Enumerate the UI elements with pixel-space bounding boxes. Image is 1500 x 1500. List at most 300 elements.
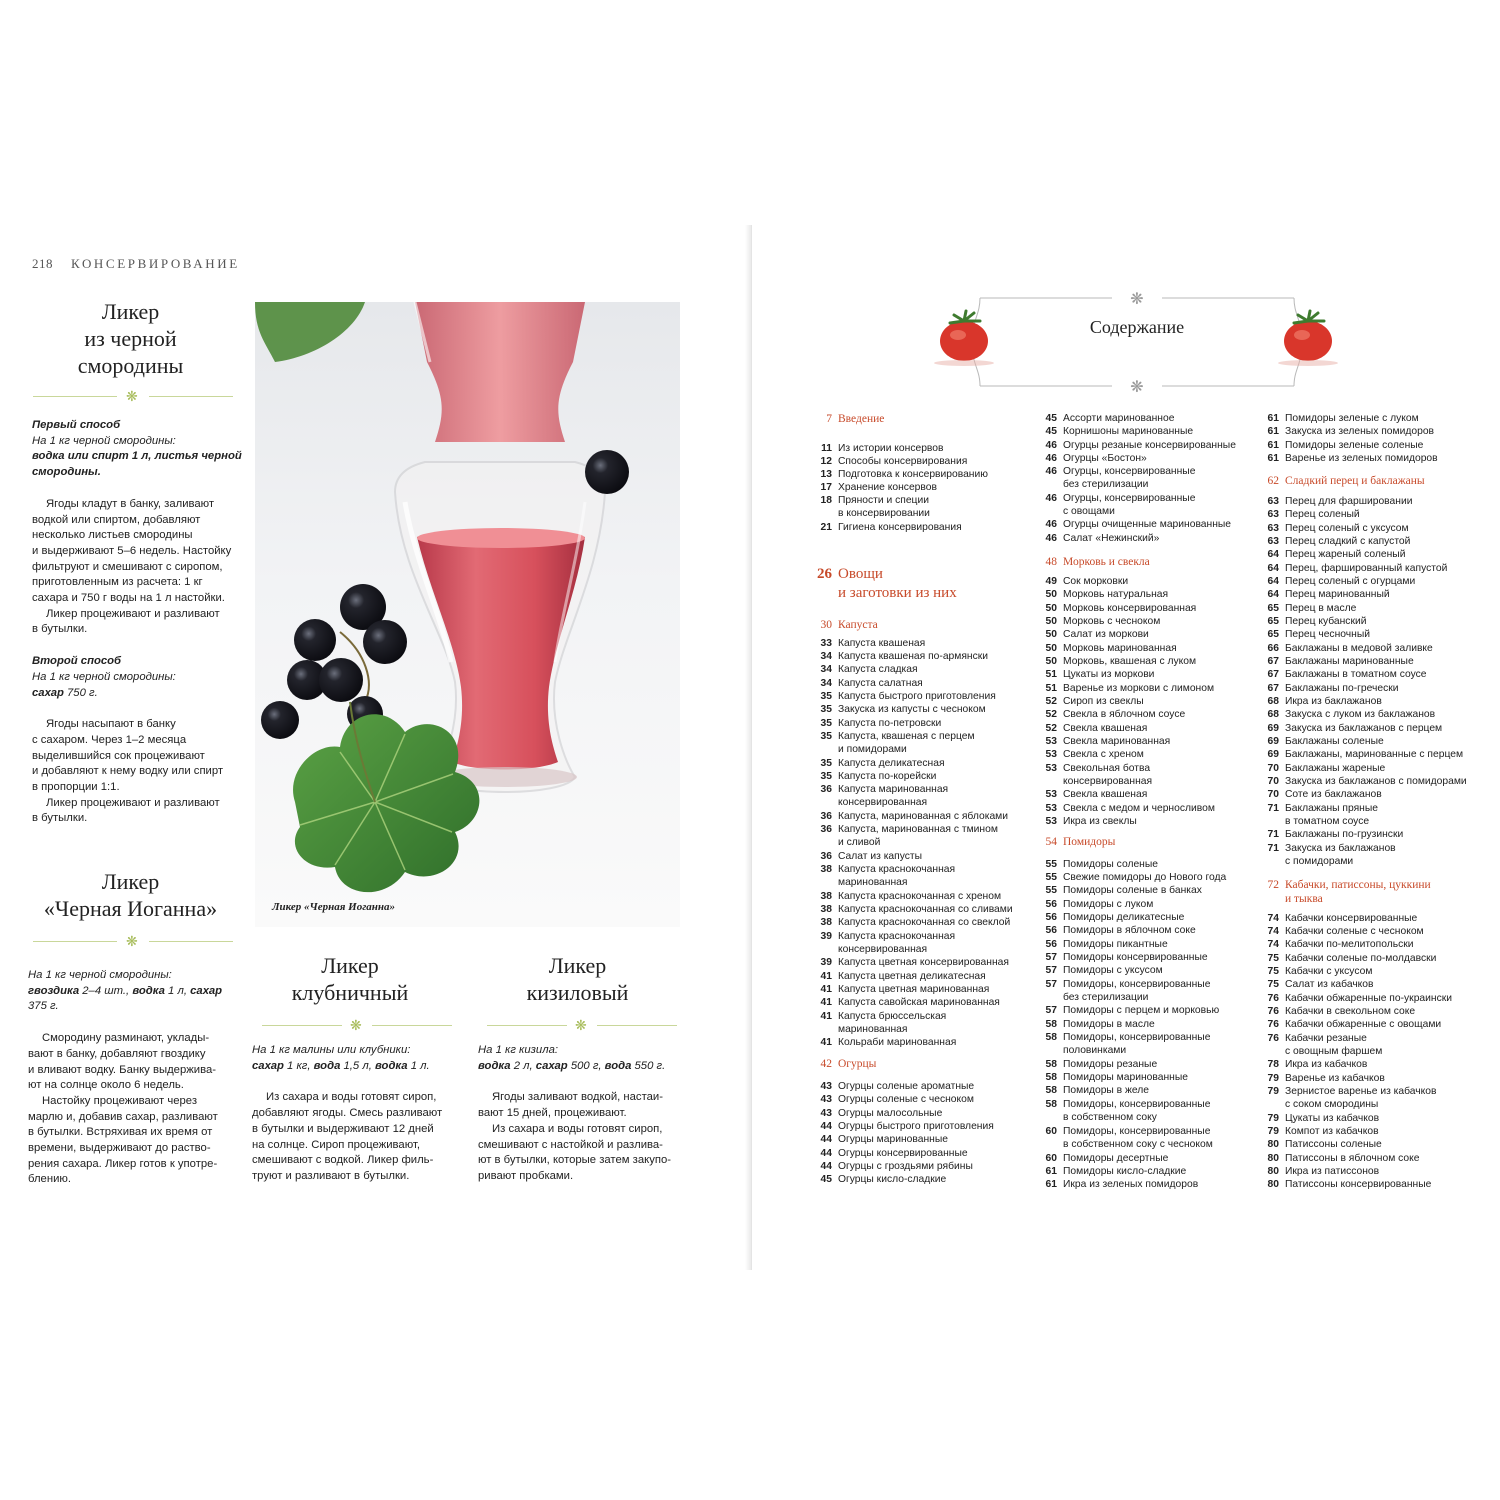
toc-page-number: 17: [820, 482, 832, 493]
toc-page-number: 65: [1267, 616, 1279, 627]
toc-entry-title: Помидоры с луком: [1063, 899, 1154, 910]
toc-entry-title: с помидорами: [1285, 856, 1354, 867]
toc-entry-title: Кабачки консервированные: [1285, 913, 1418, 924]
toc-entry-title: Баклажаны, маринованные с перцем: [1285, 749, 1464, 760]
toc-page-number: 30: [820, 619, 832, 631]
toc-page-number: 55: [1045, 872, 1057, 883]
toc-entry-title: Капуста цветная консервированная: [838, 957, 1009, 968]
toc-page-number: 56: [1045, 899, 1057, 910]
toc-page-number: 80: [1267, 1153, 1279, 1164]
toc-entry-title: Помидоры в желе: [1063, 1085, 1150, 1096]
toc-page-number: 57: [1045, 952, 1057, 963]
toc-page-number: 76: [1267, 1006, 1279, 1017]
toc-entry-title: Помидоры резаные: [1063, 1059, 1158, 1070]
toc-page-number: 38: [820, 904, 832, 915]
running-head: КОНСЕРВИРОВАНИЕ: [71, 256, 240, 271]
toc-entry-title: Свекла квашеная: [1063, 723, 1148, 734]
toc-page-number: 63: [1267, 509, 1279, 520]
toc-entry-title: Огурцы консервированные: [838, 1148, 968, 1159]
toc-page-number: 76: [1267, 993, 1279, 1004]
toc-entry-title: Помидоры кисло-сладкие: [1063, 1166, 1187, 1177]
toc-entry-title: Баклажаны жареные: [1285, 763, 1386, 774]
toc-entry-title: Икра из зеленых помидоров: [1063, 1179, 1199, 1190]
recipe-text-black-johanna: На 1 кг черной смородины: гвоздика 2–4 шт., водка 1 л, сахар 375 г. Смородину разминают, уклады- вают в банку, добавляют гвоздику и вливают водку. Банку выдержива- ют на солнце около 6 недель. Настойку процеживают через марлю и, добавив сахар, разливают в бутылки. Встряхивая их время от времени, выдерживают до раство- рения сахара. Ликер готов к употре- блению.: [28, 969, 223, 1186]
toc-page-number: 68: [1267, 696, 1279, 707]
toc-entry-title: Перец, фаршированный капустой: [1285, 563, 1448, 574]
recipe-text-blackcurrant: Первый способ На 1 кг черной смородины: водка или спирт 1 л, листья черной смородины. Ягоды кладут в банку, заливают водкой или спиртом, добавляют несколько листьев смородины и выдерживают 5–6 недель. Настойку фильтруют и смешивают с сиропом, приготовленным из расчета: 1 кг сахара и 750 г воды на 1 л настойки. Ликер процеживают и разливают в бутылки. Второй способ На 1 кг черной смородины: сахар 750 г. Ягоды насыпают в банку с сахаром. Через 1–2 месяца выделившийся сок процеживают и добавляют к нему водку или спирт в пропорции 1:1. Ликер процеживают и разливают в бутылки.: [32, 419, 242, 825]
toc-entry-title: Гигиена консервирования: [838, 522, 962, 533]
toc-entry-title: Из истории консервов: [838, 443, 944, 454]
toc-page-number: 64: [1267, 576, 1279, 587]
toc-entry-title: Корнишоны маринованные: [1063, 426, 1194, 437]
toc-page-number: 65: [1267, 629, 1279, 640]
toc-entry-title: Кабачки соленые по-молдавски: [1285, 953, 1437, 964]
toc-page-number: 53: [1045, 749, 1057, 760]
toc-entry-title: Соте из баклажанов: [1285, 789, 1382, 800]
toc-entry-title: Баклажаны по-грузински: [1285, 829, 1404, 840]
toc-page-number: 18: [820, 495, 832, 506]
toc-page-number: 55: [1045, 885, 1057, 896]
toc-page-number: 58: [1045, 1099, 1057, 1110]
toc-entry-title: в собственном соку с чесноком: [1063, 1139, 1213, 1150]
toc-entry-title: Капуста салатная: [838, 678, 923, 689]
toc-entry-title: Капуста краснокочанная с хреном: [838, 891, 1002, 902]
toc-entry-title: Капуста брюссельская: [838, 1011, 947, 1022]
toc-page-number: 63: [1267, 523, 1279, 534]
toc-entry-title: Варенье из зеленых помидоров: [1285, 453, 1438, 464]
toc-page-number: 64: [1267, 549, 1279, 560]
toc-entry-title: Помидоры с перцем и морковью: [1063, 1005, 1220, 1016]
flower-ornament-icon: ❋: [575, 1017, 587, 1033]
toc-page-number: 63: [1267, 536, 1279, 547]
toc-page-number: 53: [1045, 816, 1057, 827]
toc-entry-title: Помидоры: [1063, 836, 1116, 848]
toc-entry-title: с соком смородины: [1285, 1099, 1379, 1110]
toc-entry-title: Закуска из зеленых помидоров: [1285, 426, 1435, 437]
toc-entry-title: Баклажаны маринованные: [1285, 656, 1414, 667]
toc-entry-title: Варенье из моркови с лимоном: [1063, 683, 1215, 694]
flower-ornament-icon: ❋: [126, 933, 138, 949]
toc-entry-title: Сладкий перец и баклажаны: [1285, 475, 1425, 487]
svg-text:❋: ❋: [1130, 377, 1144, 396]
toc-entry-title: Закуска из баклажанов с перцем: [1285, 723, 1443, 734]
toc-page-number: 69: [1267, 749, 1279, 760]
toc-page-number: 61: [1267, 440, 1279, 451]
toc-entry-title: Помидоры, консервированные: [1063, 1099, 1211, 1110]
toc-page-number: 45: [1045, 426, 1057, 437]
left-page: [0, 225, 752, 1270]
toc-page-number: 49: [1045, 576, 1057, 587]
toc-page-number: 79: [1267, 1073, 1279, 1084]
toc-page-number: 53: [1045, 789, 1057, 800]
toc-page-number: 61: [1267, 426, 1279, 437]
toc-entry-title: половинками: [1063, 1045, 1127, 1056]
toc-title: Содержание: [1089, 317, 1185, 337]
toc-entry-title: Кабачки по-мелитопольски: [1285, 939, 1414, 950]
toc-page-number: 44: [820, 1148, 832, 1159]
recipe-title-strawberry: Ликер клубничный: [291, 953, 409, 1005]
toc-page-number: 53: [1045, 803, 1057, 814]
toc-page-number: 80: [1267, 1139, 1279, 1150]
toc-entry-title: маринованная: [838, 1024, 908, 1035]
toc-entry-title: Перец жареный соленый: [1285, 549, 1406, 560]
toc-entry-title: Помидоры, консервированные: [1063, 1032, 1211, 1043]
toc-entry-title: Помидоры соленые в банках: [1063, 885, 1202, 896]
toc-page-number: 41: [820, 971, 832, 982]
toc-page-number: 51: [1045, 683, 1057, 694]
toc-entry-title: Кабачки резаные: [1285, 1033, 1367, 1044]
toc-page-number: 50: [1045, 643, 1057, 654]
toc-page-number: 80: [1267, 1166, 1279, 1177]
toc-page-number: 46: [1045, 493, 1057, 504]
toc-entry-title: Цукаты из моркови: [1063, 669, 1155, 680]
toc-entry-title: Салат из моркови: [1063, 629, 1149, 640]
toc-page-number: 63: [1267, 496, 1279, 507]
toc-page-number: 36: [820, 784, 832, 795]
toc-page-number: 57: [1045, 979, 1057, 990]
toc-page-number: 58: [1045, 1059, 1057, 1070]
toc-page-number: 34: [820, 651, 832, 662]
toc-entry-title: Варенье из кабачков: [1285, 1073, 1385, 1084]
toc-entry-title: Огурцы соленые ароматные: [838, 1081, 975, 1092]
toc-page-number: 66: [1267, 643, 1279, 654]
toc-entry-title: Морковь с чесноком: [1063, 616, 1161, 627]
toc-entry-title: Помидоры деликатесные: [1063, 912, 1185, 923]
right-page: [752, 225, 1500, 1270]
toc-page-number: 43: [820, 1108, 832, 1119]
toc-entry-title: Ассорти маринованное: [1063, 413, 1175, 424]
toc-entry-title: Помидоры маринованные: [1063, 1072, 1188, 1083]
toc-entry-title: Капуста: [838, 619, 878, 631]
toc-page-number: 51: [1045, 669, 1057, 680]
toc-page-number: 45: [820, 1174, 832, 1185]
toc-page-number: 36: [820, 824, 832, 835]
toc-page-number: 58: [1045, 1019, 1057, 1030]
toc-page-number: 48: [1045, 556, 1057, 568]
flower-ornament-icon: ❋: [350, 1017, 362, 1033]
toc-page-number: 44: [820, 1134, 832, 1145]
toc-page-number: 46: [1045, 519, 1057, 530]
toc-entry-title: Капуста квашеная: [838, 638, 926, 649]
toc-page-number: 34: [820, 664, 832, 675]
toc-page-number: 13: [820, 469, 832, 480]
toc-entry-title: Огурцы маринованные: [838, 1134, 948, 1145]
toc-entry-title: Кольраби маринованная: [838, 1037, 957, 1048]
photo-caption: Ликер «Черная Иоганна»: [272, 901, 396, 913]
toc-page-number: 74: [1267, 913, 1279, 924]
toc-entry-title: Капуста маринованная: [838, 784, 949, 795]
toc-entry-title: Перец соленый с уксусом: [1285, 523, 1409, 534]
toc-page-number: 57: [1045, 1005, 1057, 1016]
toc-page-number: 35: [820, 691, 832, 702]
toc-entry-title: Помидоры, консервированные: [1063, 1126, 1211, 1137]
toc-entry-title: Огурцы быстрого приготовления: [838, 1121, 994, 1132]
toc-entry-title: Помидоры в масле: [1063, 1019, 1155, 1030]
toc-page-number: 64: [1267, 589, 1279, 600]
toc-entry-title: Капуста по-петровски: [838, 718, 942, 729]
recipe-text-strawberry: На 1 кг малины или клубники: сахар 1 кг, вода 1,5 л, водка 1 л. Из сахара и воды готовят сироп, добавляют ягоды. Смесь разливают в бутылки и выдерживают 12 дней на солнце. Сироп процеживают, смешивают с водкой. Ликер филь- труют и разливают в бутылки.: [252, 1044, 443, 1182]
toc-entry-title: Огурцы малосольные: [838, 1108, 943, 1119]
toc-entry-title: Свекла с медом и черносливом: [1063, 803, 1215, 814]
toc-entry-title: Капуста сладкая: [838, 664, 918, 675]
toc-entry-title: Морковь консервированная: [1063, 603, 1197, 614]
toc-page-number: 79: [1267, 1113, 1279, 1124]
toc-page-number: 41: [820, 997, 832, 1008]
toc-entry-title: Кабачки соленые с чесноком: [1285, 926, 1424, 937]
toc-entry-title: Огурцы резаные консервированные: [1063, 440, 1236, 451]
toc-entry-title: Закуска из баклажанов: [1285, 843, 1396, 854]
toc-page-number: 58: [1045, 1085, 1057, 1096]
toc-entry-title: Помидоры десертные: [1063, 1153, 1169, 1164]
toc-entry-title: в томатном соусе: [1285, 816, 1370, 827]
toc-page-number: 50: [1045, 629, 1057, 640]
toc-entry-title: Патиссоны в яблочном соке: [1285, 1153, 1420, 1164]
toc-page-number: 38: [820, 917, 832, 928]
toc-page-number: 41: [820, 984, 832, 995]
toc-page-number: 53: [1045, 736, 1057, 747]
toc-entry-title: Закуска из капусты с чесноком: [838, 704, 986, 715]
toc-page-number: 7: [826, 413, 832, 425]
toc-page-number: 50: [1045, 603, 1057, 614]
page-number: 218: [32, 256, 53, 271]
toc-entry-title: Салат «Нежинский»: [1063, 533, 1160, 544]
toc-page-number: 72: [1267, 879, 1279, 891]
toc-page-number: 38: [820, 891, 832, 902]
svg-text:❋: ❋: [1130, 289, 1144, 308]
recipe-title-blackcurrant: Ликер из черной смородины: [77, 299, 184, 378]
liqueur-glasses-photo: [255, 302, 680, 927]
toc-page-number: 58: [1045, 1072, 1057, 1083]
toc-entry-title: Огурцы кисло-сладкие: [838, 1174, 947, 1185]
toc-entry-title: Капуста краснокочанная: [838, 864, 956, 875]
toc-entry-title: Помидоры соленые: [1063, 859, 1158, 870]
toc-entry-title: Сироп из свеклы: [1063, 696, 1144, 707]
toc-page-number: 34: [820, 678, 832, 689]
toc-entry-title: Свекла квашеная: [1063, 789, 1148, 800]
toc-entry-title: и помидорами: [838, 744, 907, 755]
toc-entry-title: Капуста краснокочанная: [838, 931, 956, 942]
toc-page-number: 52: [1045, 709, 1057, 720]
toc-page-number: 62: [1267, 475, 1279, 487]
toc-page-number: 12: [820, 456, 832, 467]
toc-page-number: 69: [1267, 723, 1279, 734]
toc-entry-title: Перец соленый с огурцами: [1285, 576, 1416, 587]
toc-entry-title: Капуста, маринованная с тмином: [838, 824, 998, 835]
toc-page-number: 44: [820, 1161, 832, 1172]
toc-entry-title: Перец сладкий с капустой: [1285, 536, 1411, 547]
toc-page-number: 50: [1045, 589, 1057, 600]
toc-entry-title: и сливой: [838, 837, 881, 848]
toc-page-number: 46: [1045, 466, 1057, 477]
toc-page-number: 43: [820, 1094, 832, 1105]
toc-page-number: 80: [1267, 1179, 1279, 1190]
toc-page-number: 26: [817, 566, 832, 582]
toc-entry-title: Капуста цветная деликатесная: [838, 971, 986, 982]
toc-entry-title: без стерилизации: [1063, 479, 1149, 490]
toc-page-number: 52: [1045, 723, 1057, 734]
toc-entry-title: Закуска с луком из баклажанов: [1285, 709, 1436, 720]
toc-entry-title: Свекла маринованная: [1063, 736, 1171, 747]
toc-page-number: 21: [820, 522, 832, 533]
toc-page-number: 69: [1267, 736, 1279, 747]
toc-entry-title: Свежие помидоры до Нового года: [1063, 872, 1227, 883]
toc-header: [952, 285, 1322, 405]
toc-page-number: 70: [1267, 763, 1279, 774]
ornament-divider: [33, 935, 233, 949]
toc-page-number: 45: [1045, 413, 1057, 424]
toc-page-number: 60: [1045, 1126, 1057, 1137]
toc-entry-title: Помидоры в яблочном соке: [1063, 925, 1196, 936]
toc-entry-title: Кабачки, патиссоны, цуккини: [1285, 879, 1431, 891]
toc-page-number: 39: [820, 931, 832, 942]
toc-entry-title: Огурцы, консервированные: [1063, 493, 1196, 504]
toc-entry-title: Перец чесночный: [1285, 629, 1370, 640]
toc-entry-title: Баклажаны соленые: [1285, 736, 1384, 747]
toc-entry-title: с овощами: [1063, 506, 1115, 517]
toc-page-number: 50: [1045, 656, 1057, 667]
toc-page-number: 46: [1045, 533, 1057, 544]
toc-page-number: 75: [1267, 953, 1279, 964]
toc-page-number: 50: [1045, 616, 1057, 627]
toc-entry-title: Перец кубанский: [1285, 616, 1367, 627]
toc-entry-title: Помидоры, консервированные: [1063, 979, 1211, 990]
toc-entry-title: Пряности и специи: [838, 495, 929, 506]
toc-entry-title: Помидоры зеленые соленые: [1285, 440, 1424, 451]
toc-page-number: 79: [1267, 1086, 1279, 1097]
toc-entry-title: Перец для фаршировании: [1285, 496, 1413, 507]
toc-page-number: 75: [1267, 966, 1279, 977]
toc-page-number: 42: [820, 1058, 832, 1070]
toc-page-number: 61: [1267, 453, 1279, 464]
toc-entry-title: Свекла в яблочном соусе: [1063, 709, 1186, 720]
toc-page-number: 53: [1045, 763, 1057, 774]
toc-page-number: 43: [820, 1081, 832, 1092]
toc-entry-title: и тыква: [1285, 893, 1323, 905]
toc-page-number: 41: [820, 1037, 832, 1048]
toc-entry-title: Икра из свеклы: [1063, 816, 1137, 827]
toc-entry-title: с овощным фаршем: [1285, 1046, 1383, 1057]
toc-entry-title: Помидоры зеленые с луком: [1285, 413, 1419, 424]
toc-entry-title: Капуста краснокочанная со сливами: [838, 904, 1013, 915]
toc-page-number: 35: [820, 704, 832, 715]
toc-entry-title: Капуста, маринованная с яблоками: [838, 811, 1009, 822]
toc-entry-title: Капуста цветная маринованная: [838, 984, 990, 995]
toc-entry-title: Кабачки с уксусом: [1285, 966, 1373, 977]
toc-page-number: 61: [1045, 1166, 1057, 1177]
toc-entry-title: в консервировании: [838, 508, 930, 519]
toc-entry-title: Огурцы соленые с чесноком: [838, 1094, 974, 1105]
toc-page-number: 35: [820, 718, 832, 729]
toc-page-number: 41: [820, 1011, 832, 1022]
toc-page-number: 60: [1045, 1153, 1057, 1164]
toc-page-number: 11: [821, 443, 832, 454]
toc-page-number: 36: [820, 811, 832, 822]
photo-illustration: [255, 302, 680, 927]
recipe-text-cornel: На 1 кг кизила: водка 2 л, сахар 500 г, вода 550 г. Ягоды заливают водкой, настаи- вают 15 дней, процеживают. Из сахара и воды готовят сироп, смешивают с настойкой и разлива- ют в бутылки, которые затем закупо- ривают пробками.: [478, 1044, 672, 1182]
toc-page-number: 35: [820, 731, 832, 742]
toc-page-number: 74: [1267, 939, 1279, 950]
toc-entry-title: Морковь, квашеная с луком: [1063, 656, 1197, 667]
toc-page-number: 64: [1267, 563, 1279, 574]
toc-entry-title: Огурцы с гроздьями рябины: [838, 1161, 973, 1172]
toc-entry-title: Капуста по-корейски: [838, 771, 937, 782]
toc-entry-title: Кабачки обжаренные с овощами: [1285, 1019, 1442, 1030]
toc-entry-title: Икра из кабачков: [1285, 1059, 1368, 1070]
toc-entry-title: Баклажаны по-гречески: [1285, 683, 1399, 694]
toc-entry-title: Капуста, квашеная с перцем: [838, 731, 975, 742]
toc-entry-title: Перец маринованный: [1285, 589, 1390, 600]
toc-page-number: 46: [1045, 440, 1057, 451]
toc-page-number: 36: [820, 851, 832, 862]
toc-page-number: 67: [1267, 656, 1279, 667]
toc-entry-title: Огурцы: [838, 1058, 877, 1070]
toc-entry-title: Капуста квашеная по-армянски: [838, 651, 989, 662]
toc-entry-title: Помидоры пикантные: [1063, 939, 1168, 950]
toc-page-number: 56: [1045, 912, 1057, 923]
toc-entry-title: Свекла с хреном: [1063, 749, 1144, 760]
toc-page-number: 74: [1267, 926, 1279, 937]
toc-page-number: 55: [1045, 859, 1057, 870]
toc-entry-title: Капуста краснокочанная со свеклой: [838, 917, 1011, 928]
toc-entry-title: Перец соленый: [1285, 509, 1360, 520]
ornament-divider: [487, 1019, 677, 1033]
toc-entry-title: Подготовка к консервированию: [838, 469, 988, 480]
toc-entry-title: Огурцы, консервированные: [1063, 466, 1196, 477]
toc-page-number: 52: [1045, 696, 1057, 707]
toc-entry-title: консервированная: [838, 944, 928, 955]
toc-page-number: 67: [1267, 683, 1279, 694]
toc-entry-title: Компот из кабачков: [1285, 1126, 1379, 1137]
toc-page-number: 39: [820, 957, 832, 968]
toc-page-number: 70: [1267, 789, 1279, 800]
toc-page-number: 56: [1045, 939, 1057, 950]
toc-entry-title: в собственном соку: [1063, 1112, 1157, 1123]
toc-entry-title: Морковь и свекла: [1063, 556, 1150, 568]
toc-page-number: 65: [1267, 603, 1279, 614]
toc-entry-title: без стерилизации: [1063, 992, 1149, 1003]
toc-page-number: 57: [1045, 965, 1057, 976]
toc-entry-title: Закуска из баклажанов с помидорами: [1285, 776, 1467, 787]
toc-entry-title: Морковь маринованная: [1063, 643, 1177, 654]
toc-page-number: 46: [1045, 453, 1057, 464]
toc-page-number: 78: [1267, 1059, 1279, 1070]
toc-entry-title: Икра из баклажанов: [1285, 696, 1382, 707]
toc-page-number: 58: [1045, 1032, 1057, 1043]
recipe-title-black-johanna: Ликер «Черная Иоганна»: [43, 869, 218, 921]
toc-entry-title: Капуста деликатесная: [838, 758, 945, 769]
toc-page-number: 33: [820, 638, 832, 649]
toc-page-number: 76: [1267, 1019, 1279, 1030]
toc-page-number: 79: [1267, 1126, 1279, 1137]
toc-page-number: 61: [1267, 413, 1279, 424]
toc-entry-title: Патиссоны соленые: [1285, 1139, 1382, 1150]
toc-header-ornament: [952, 285, 1322, 405]
toc-entry-title: Хранение консервов: [838, 482, 937, 493]
toc-page-number: 75: [1267, 979, 1279, 990]
ornament-divider: [33, 390, 233, 404]
toc-page-number: 35: [820, 758, 832, 769]
toc-entry-title: Помидоры консервированные: [1063, 952, 1208, 963]
recipe-title-cornel: Ликер кизиловый: [526, 953, 629, 1005]
toc-entry-title: консервированная: [838, 797, 928, 808]
toc-entry-title: Кабачки обжаренные по-украински: [1285, 993, 1452, 1004]
toc-entry-title: консервированная: [1063, 776, 1153, 787]
toc-entry-title: Введение: [838, 413, 885, 425]
toc-page-number: 71: [1267, 803, 1279, 814]
toc-entry-title: Свекольная ботва: [1063, 763, 1151, 774]
toc-page-number: 71: [1267, 843, 1279, 854]
toc-entry-title: Салат из кабачков: [1285, 979, 1374, 990]
